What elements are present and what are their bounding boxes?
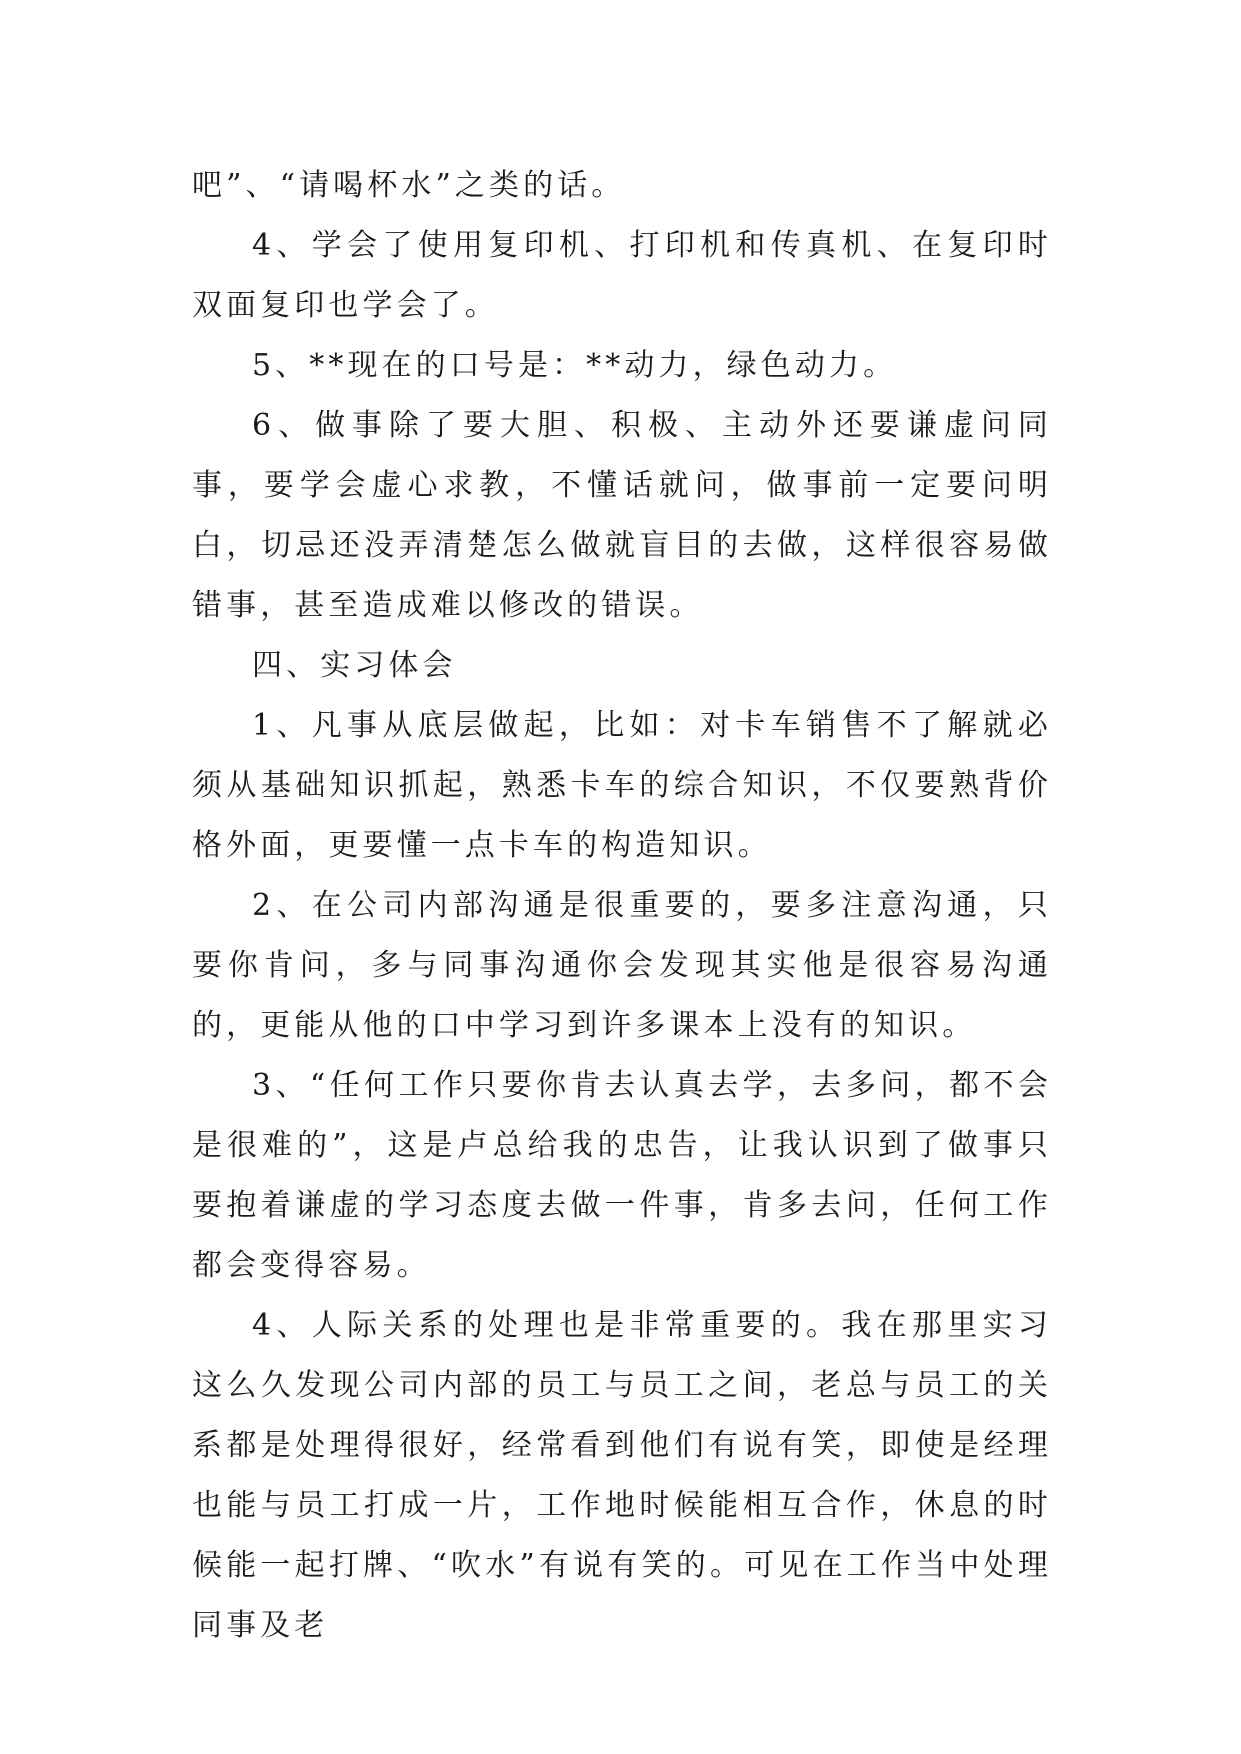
paragraph-reflection-4: 4、人际关系的处理也是非常重要的。我在那里实习这么久发现公司内部的员工与员工之间，老总与员工的关系都是处理得很好，经常看到他们有说有笑，即使是经理也能与员工打成一片，工作地时候能相互合作，休息的时候能一起打牌、“吹水”有说有笑的。可见在工作当中处理同事及老 (192, 1308, 1052, 1643)
section-heading-internship-reflection: 四、实习体会 (252, 648, 457, 683)
document-body (192, 156, 1052, 1656)
paragraph-reflection-2: 2、在公司内部沟通是很重要的，要多注意沟通，只要你肯问，多与同事沟通你会发现其实他是很容易沟通的，更能从他的口中学习到许多课本上没有的知识。 (192, 888, 1052, 1043)
paragraph-reflection-1: 1、凡事从底层做起，比如：对卡车销售不了解就必须从基础知识抓起，熟悉卡车的综合知识，不仅要熟背价格外面，更要懂一点卡车的构造知识。 (192, 708, 1052, 863)
paragraph-item-5-slogan: 5、**现在的口号是：**动力，绿色动力。 (252, 348, 898, 383)
paragraph-item-6-humility: 6、做事除了要大胆、积极、主动外还要谦虚问同事，要学会虚心求教，不懂话就问，做事前一定要问明白，切忌还没弄清楚怎么做就盲目的去做，这样很容易做错事，甚至造成难以修改的错误。 (192, 408, 1052, 623)
paragraph-continuation: 吧”、“请喝杯水”之类的话。 (192, 168, 626, 203)
paragraph-item-4-copier: 4、学会了使用复印机、打印机和传真机、在复印时双面复印也学会了。 (192, 228, 1052, 323)
paragraph-reflection-3: 3、“任何工作只要你肯去认真去学，去多问，都不会是很难的”，这是卢总给我的忠告，让我认识到了做事只要抱着谦虚的学习态度去做一件事，肯多去问，任何工作都会变得容易。 (192, 1068, 1052, 1283)
